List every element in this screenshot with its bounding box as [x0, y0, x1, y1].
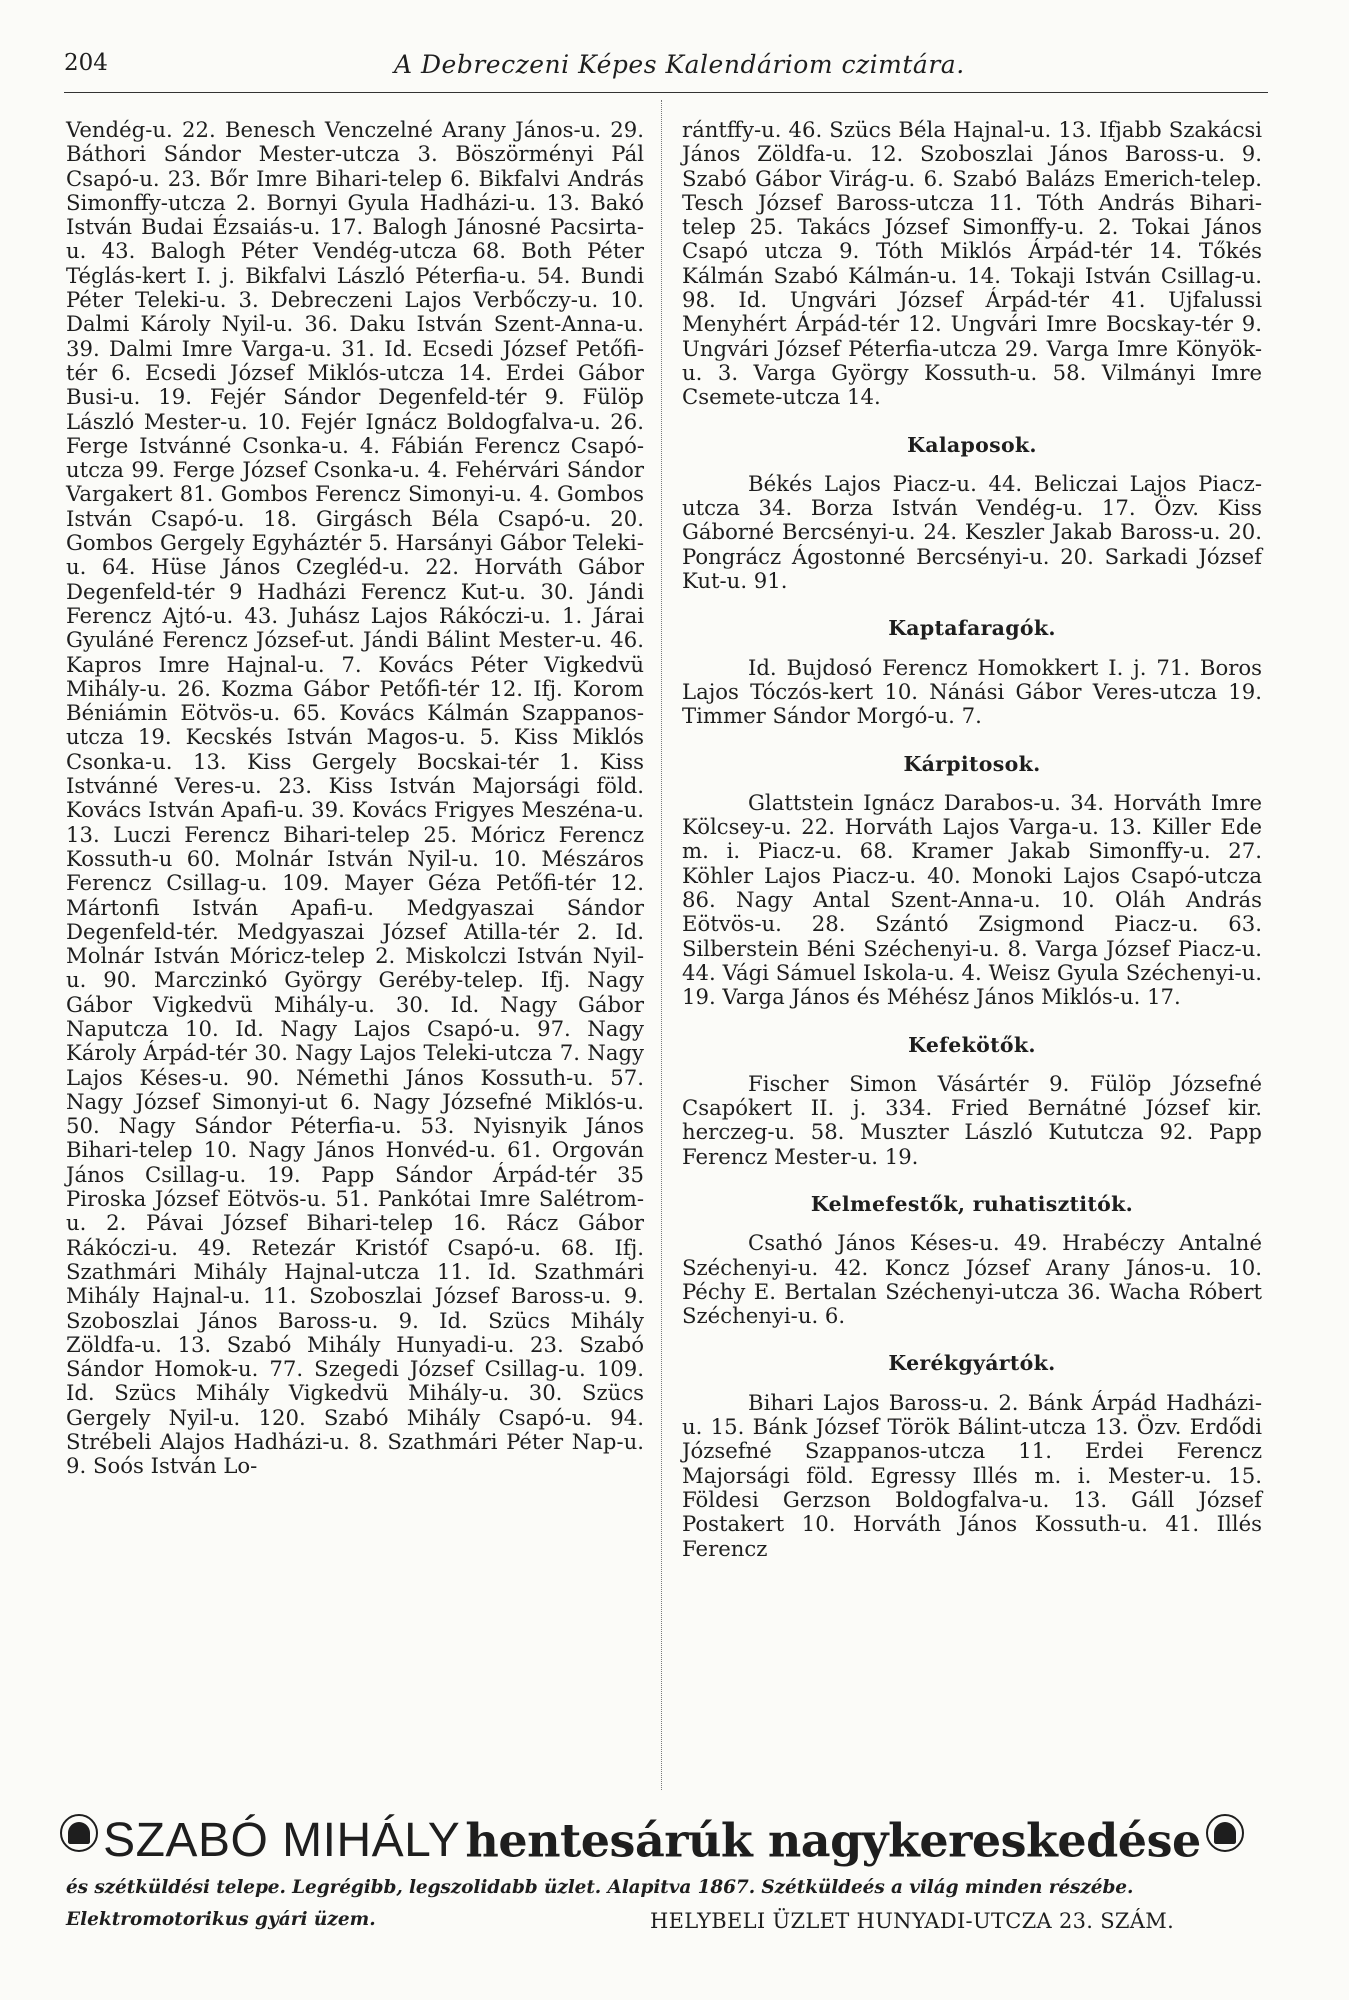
ad-subline: és szétküldési telepe. Legrégibb, legszolidabb üzlet. Alapitva 1867. Szétküldeés a világ minden részébe.	[66, 1877, 1134, 1898]
section-text: Id. Bujdosó Ferencz Homokkert I. j. 71. Boros Lajos Tóczós-kert 10. Nánási Gábor Veres-utcza 19. Timmer Sándor Morgó-u. 7.	[682, 654, 1262, 729]
emblem-icon	[1206, 1814, 1244, 1852]
header-rule	[64, 92, 1268, 93]
section-kefekotok	[682, 1033, 1262, 1169]
advertisement	[60, 1803, 1270, 1953]
page-header	[64, 50, 1264, 94]
emblem-icon	[60, 1814, 98, 1852]
page-number: 204	[64, 50, 108, 76]
section-text: Glattstein Ignácz Darabos-u. 34. Horváth Imre Kölcsey-u. 22. Horváth Lajos Varga-u. 13. Killer Ede m. i. Piacz-u. 68. Kramer Jakab Simonffy-u. 27. Köhler Lajos Piacz-u. 40. Monoki Lajos Csapó-utcza 86. Nagy Antal Szent-Anna-u. 10. Oláh András Eötvös-u. 28. Szántó Zsigmond Piacz-u. 63. Silberstein Béni Széchenyi-u. 8. Varga József Piacz-u. 44. Vági Sámuel Iskola-u. 4. Weisz Gyula Széchenyi-u. 19. Varga János és Méhész János Miklós-u. 17.	[682, 789, 1262, 1010]
section-kelmefestok	[682, 1192, 1262, 1328]
section-heading: Kalaposok.	[907, 432, 1037, 457]
section-heading: Kárpitosok.	[903, 751, 1041, 776]
section-text: Csathó János Késes-u. 49. Hrabéczy Antalné Széchenyi-u. 42. Koncz József Arany János-u. 10. Péchy E. Bertalan Széchenyi-utcza 36. Wacha Róbert Széchenyi-u. 6.	[682, 1230, 1262, 1329]
ad-business-name: SZABÓ MIHÁLY	[103, 1814, 461, 1867]
section-text: Fischer Simon Vásártér 9. Fülöp Józsefné Csapókert II. j. 334. Fried Bernátné József kir. herczeg-u. 58. Muszter László Kututcza 92. Papp Ferencz Mester-u. 19.	[682, 1070, 1262, 1169]
section-text: Békés Lajos Piacz-u. 44. Beliczai Lajos Piacz-utcza 34. Borza István Vendég-u. 17. Özv. Kiss Gáborné Bercsényi-u. 24. Keszler Jakab Baross-u. 20. Pongrácz Ágostonné Bercsényi-u. 20. Sarkadi József Kut-u. 91.	[682, 470, 1262, 594]
right-column-continuation: rántffy-u. 46. Szücs Béla Hajnal-u. 13. Ifjabb Szakácsi János Zöldfa-u. 12. Szoboszlai János Baross-u. 9. Szabó Gábor Virág-u. 6. Szabó Balázs Emerich-telep. Tesch József Baross-utcza 11. Tóth András Bihari-telep 25. Takács József Simonffy-u. 2. Tokai János Csapó utcza 9. Tóth Miklós Árpád-tér 14. Tőkés Kálmán Szabó Kálmán-u. 14. Tokaji István Csillag-u. 98. Id. Ungvári József Árpád-tér 41. Ujfalussi Menyhért Árpád-tér 12. Ungvári Imre Bocskay-tér 9. Ungvári József Péterfia-utcza 29. Varga Imre Könyök-u. 3. Varga György Kossuth-u. 58. Vilmányi Imre Csemete-utcza 14.	[682, 117, 1262, 410]
section-kalaposok	[682, 433, 1262, 594]
section-kerekgyartok	[682, 1351, 1262, 1560]
ad-headline	[60, 1813, 1270, 1871]
section-karpitosok	[682, 752, 1262, 1010]
section-text: Bihari Lajos Baross-u. 2. Bánk Árpád Hadházi-u. 15. Bánk József Török Bálint-utcza 13. Özv. Erdődi Józsefné Szappanos-utcza 11. Erdei Ferencz Majorsági föld. Egressy Illés m. i. Mester-u. 15. Földesi Gerzson Boldogfalva-u. 13. Gáll József Postakert 10. Horváth János Kossuth-u. 41. Illés Ferencz	[682, 1389, 1262, 1561]
left-column	[66, 118, 644, 1479]
running-title: A Debreczeni Képes Kalendáriom czimtára.	[394, 50, 965, 79]
ad-footer-right: HELYBELI ÜZLET HUNYADI-UTCZA 23. SZÁM.	[650, 1909, 1175, 1933]
section-heading: Kelmefestők, ruhatisztitók.	[810, 1191, 1134, 1216]
ad-trade: hentesárúk nagykereskedése	[465, 1813, 1201, 1868]
section-heading: Kerékgyártók.	[888, 1351, 1056, 1376]
section-heading: Kaptafaragók.	[888, 616, 1056, 641]
left-column-text: Vendég-u. 22. Benesch Venczelné Arany János-u. 29. Báthori Sándor Mester-utcza 3. Böszörményi Pál Csapó-u. 23. Bőr Imre Bihari-telep 6. Bikfalvi András Simonffy-utcza 2. Bornyi Gyula Hadházi-u. 13. Bakó István Budai Ézsaiás-u. 17. Balogh Jánosné Pacsirta-u. 43. Balogh Péter Vendég-utcza 68. Both Péter Téglás-kert I. j. Bikfalvi László Péterfia-u. 54. Bundi Péter Teleki-u. 3. Debreczeni Lajos Verbőczy-u. 10. Dalmi Károly Nyil-u. 36. Daku István Szent-Anna-u. 39. Dalmi Imre Varga-u. 31. Id. Ecsedi József Petőfi-tér 6. Ecsedi József Miklós-utcza 14. Erdei Gábor Busi-u. 19. Fejér Sándor Degenfeld-tér 9. Fülöp László Mester-u. 10. Fejér Ignácz Boldogfalva-u. 26. Ferge Istvánné Csonka-u. 4. Fábián Ferencz Csapó-utcza 99. Ferge József Csonka-u. 4. Fehérvári Sándor Vargakert 81. Gombos Ferencz Simonyi-u. 4. Gombos István Csapó-u. 18. Girgásch Béla Csapó-u. 20. Gombos Gergely Egyháztér 5. Harsányi Gábor Teleki-u. 64. Hüse János Czegléd-u. 22. Horváth Gábor Degenfeld-tér 9 Hadházi Ferencz Kut-u. 30. Jándi Ferencz Ajtó-u. 43. Juhász Lajos Rákóczi-u. 1. Járai Gyuláné Ferencz József-ut. Jándi Bálint Mester-u. 46. Kapros Imre Hajnal-u. 7. Kovács Péter Vigkedvü Mihály-u. 26. Kozma Gábor Petőfi-tér 12. Ifj. Korom Béniámin Eötvös-u. 65. Kovács Kálmán Szappanos-utcza 19. Kecskés István Magos-u. 5. Kiss Miklós Csonka-u. 13. Kiss Gergely Bocskai-tér 1. Kiss Istvánné Veres-u. 23. Kiss István Majorsági föld. Kovács István Apafi-u. 39. Kovács Frigyes Meszéna-u. 13. Luczi Ferencz Bihari-telep 25. Móricz Ferencz Kossuth-u 60. Molnár István Nyil-u. 10. Mészáros Ferencz Csillag-u. 109. Mayer Géza Petőfi-tér 12. Mártonfi István Apafi-u. Medgyaszai Sándor Degenfeld-tér. Medgyaszai József Atilla-tér 2. Id. Molnár István Móricz-telep 2. Miskolczi István Nyil-u. 90. Marczinkó György Geréby-telep. Ifj. Nagy Gábor Vigkedvü Mihály-u. 30. Id. Nagy Gábor Naputcza 10. Id. Nagy Lajos Csapó-u. 97. Nagy Károly Árpád-tér 30. Nagy Lajos Teleki-utcza 7. Nagy Lajos Késes-u. 90. Némethi János Kossuth-u. 57. Nagy József Simonyi-ut 6. Nagy Józsefné Miklós-u. 50. Nagy Sándor Péterfia-u. 53. Nyisnyik János Bihari-telep 10. Nagy János Honvéd-u. 61. Orgován János Csillag-u. 19. Papp Sándor Árpád-tér 35 Piroska József Eötvös-u. 51. Pankótai Imre Salétrom-u. 2. Pávai József Bihari-telep 16. Rácz Gábor Rákóczi-u. 49. Retezár Kristóf Csapó-u. 68. Ifj. Szathmári Mihály Hajnal-utcza 11. Id. Szathmári Mihály Hajnal-u. 11. Szoboszlai József Baross-u. 9. Szoboszlai János Baross-u. 9. Id. Szücs Mihály Zöldfa-u. 13. Szabó Mihály Hunyadi-u. 23. Szabó Sándor Homok-u. 77. Szegedi József Csillag-u. 109. Id. Szücs Mihály Vigkedvü Mihály-u. 30. Szücs Gergely Nyil-u. 120. Szabó Mihály Csapó-u. 94. Strébeli Alajos Hadházi-u. 8. Szathmári Péter Nap-u. 9. Soós István Lo-	[66, 117, 644, 1479]
section-heading: Kefekötők.	[908, 1032, 1036, 1057]
right-column	[682, 118, 1262, 1561]
ad-footer-left: Elektromotorikus gyári üzem.	[66, 1909, 376, 1930]
column-divider	[661, 100, 662, 1790]
section-kaptafaragok	[682, 616, 1262, 728]
